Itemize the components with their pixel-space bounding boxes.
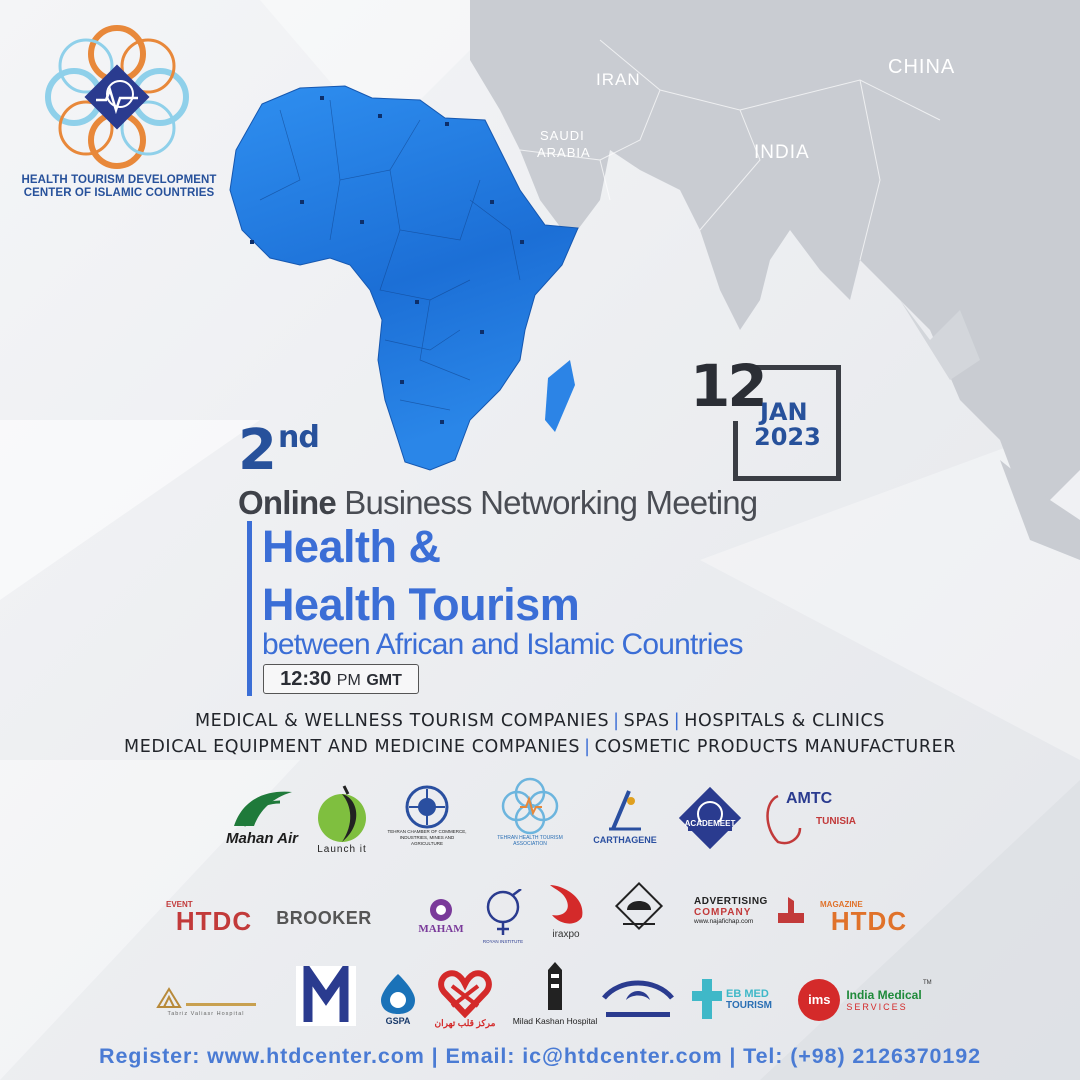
partner-tunis-eye-clinic <box>598 972 678 1028</box>
map-label-iran: IRAN <box>596 70 641 89</box>
time-zone: GMT <box>366 672 402 689</box>
map-label-arabia: ARABIA <box>537 145 591 160</box>
gspa-label: GSPA <box>385 1016 411 1026</box>
edition-number <box>238 418 319 483</box>
tebmed-main-label: EB MED <box>726 987 769 1000</box>
partner-tehran-heart <box>434 966 496 1032</box>
tehran-heart-icon <box>438 970 492 1018</box>
partner-tebmed <box>686 974 776 1024</box>
advertising-icon <box>774 893 808 927</box>
mahan-air-label: Mahan Air <box>226 829 298 847</box>
category-separator: | <box>584 737 591 757</box>
topic-line1: Health & <box>262 521 441 572</box>
map-label-china: CHINA <box>888 56 956 78</box>
topic-line2: Health Tourism <box>262 579 580 630</box>
topic-line3: between African and Islamic Countries <box>262 628 743 661</box>
partner-magazine-htdc <box>820 896 918 936</box>
partner-tabriz-valiasr <box>156 982 256 1022</box>
date-month: JAN <box>760 398 808 426</box>
category-wellness: MEDICAL & WELLNESS TOURISM COMPANIES <box>194 711 610 731</box>
map-label-india: INDIA <box>754 142 810 163</box>
amtc-sub-label: TUNISIA <box>816 816 856 827</box>
organizer-name-line1: HEALTH TOURISM DEVELOPMENT <box>21 174 217 186</box>
event-htdc-main: HTDC <box>175 905 253 936</box>
iraxpo-icon <box>542 881 590 929</box>
partner-iran-heart <box>294 966 358 1026</box>
meeting-title-bold: Online <box>238 484 336 521</box>
tabriz-icon <box>156 987 182 1011</box>
edition-suffix: nd <box>277 420 319 455</box>
tabriz-label: Tabriz Valiasr Hospital <box>167 1011 245 1017</box>
india-medical-tm: TM <box>923 980 932 986</box>
category-separator: | <box>673 711 681 731</box>
partner-mosque-logo <box>612 878 666 942</box>
iraxpo-label: iraxpo <box>552 928 580 940</box>
category-hospitals: HOSPITALS & CLINICS <box>684 711 885 731</box>
gspa-icon <box>377 972 419 1016</box>
advertising-line2: COMPANY <box>694 906 752 918</box>
organizer-name <box>12 174 226 200</box>
partner-iraxpo <box>538 878 594 942</box>
mosque-icon <box>613 880 665 940</box>
map-label-saudi: SAUDI <box>540 128 585 143</box>
partner-launch-it <box>310 778 374 860</box>
accent-bar <box>247 521 252 696</box>
india-medical-label: India Medical <box>846 988 922 1002</box>
mahan-air-icon <box>230 786 294 830</box>
tehran-heart-label: مرکز قلب تهران <box>434 1017 496 1028</box>
amtc-label: AMTC <box>786 790 833 807</box>
academeet-label: ACADEMEET <box>684 819 736 828</box>
categories-line1 <box>0 711 1080 731</box>
carthagene-icon <box>603 789 647 835</box>
ims-badge: ims <box>798 979 840 1021</box>
partner-royan <box>478 884 528 948</box>
launch-it-icon <box>314 784 370 844</box>
partner-event-htdc <box>166 896 262 936</box>
tebmed-sub-label: TOURISM <box>726 999 772 1011</box>
partner-gspa <box>374 968 422 1030</box>
thta-icon <box>500 777 560 835</box>
brooker-label: BROOKER <box>276 907 372 928</box>
milad-kashan-label: Milad Kashan Hospital <box>512 1016 598 1026</box>
categories-line2 <box>0 737 1080 757</box>
iran-heart-icon <box>294 966 358 1026</box>
htdc-logo <box>44 24 190 170</box>
date-day: 12 <box>690 352 765 420</box>
maham-icon <box>426 897 456 923</box>
partner-mahan-air <box>220 776 304 856</box>
partner-carthagene <box>592 780 658 854</box>
registration-footer: Register: www.htdcenter.com | Email: ic@htdcenter.com | Tel: (+98) 2126370192 <box>99 1044 981 1068</box>
eye-clinic-icon <box>600 974 676 1026</box>
partner-advertising <box>694 886 808 934</box>
tccima-icon <box>405 785 449 829</box>
launch-it-label: Launch it <box>317 843 367 855</box>
india-services-label: SERVICES <box>846 1002 908 1012</box>
partner-brooker <box>276 900 372 936</box>
partner-milad-kashan <box>512 956 598 1030</box>
advertising-line1: ADVERTISING <box>694 895 768 907</box>
time-value: 12:30 <box>280 668 332 690</box>
time-period: PM <box>336 672 361 689</box>
royan-icon <box>483 889 523 939</box>
date-year: 2023 <box>754 423 821 451</box>
magazine-htdc-top: MAGAZINE <box>820 899 863 909</box>
category-cosmetics: COSMETIC PRODUCTS MANUFACTURER <box>594 737 956 757</box>
edition-digit: 2 <box>238 418 276 483</box>
magazine-htdc-main: HTDC <box>830 905 908 936</box>
meeting-title <box>238 484 757 522</box>
maham-label: MAHAM <box>418 923 464 935</box>
organizer-name-line2: CENTER OF ISLAMIC COUNTRIES <box>23 187 215 199</box>
category-equipment: MEDICAL EQUIPMENT AND MEDICINE COMPANIES <box>124 737 581 757</box>
tebmed-icon <box>690 977 724 1021</box>
partner-tccima <box>384 776 470 856</box>
carthagene-label: CARTHAGENE <box>593 835 657 845</box>
date-frame-left <box>733 421 738 476</box>
advertising-url: www.najafichap.com <box>694 917 754 925</box>
partner-academeet <box>672 778 748 858</box>
partner-thta <box>482 770 578 854</box>
partner-maham <box>410 890 472 942</box>
partner-india-medical <box>790 976 930 1024</box>
tccima-label: TEHRAN CHAMBER OF COMMERCE, INDUSTRIES, MINES AND AGRICULTURE <box>387 829 467 846</box>
category-spas: SPAS <box>623 711 670 731</box>
academeet-icon <box>674 782 746 854</box>
category-separator: | <box>613 711 620 731</box>
royan-label: ROYAN INSTITUTE <box>482 938 524 944</box>
partner-amtc <box>760 780 856 856</box>
meeting-title-rest: Business Networking Meeting <box>335 484 758 521</box>
milad-kashan-icon <box>540 960 570 1016</box>
event-htdc-top: EVENT <box>166 899 193 909</box>
thta-label: TEHRAN HEALTH TOURISM ASSOCIATION <box>497 835 563 847</box>
meeting-time <box>263 664 419 694</box>
